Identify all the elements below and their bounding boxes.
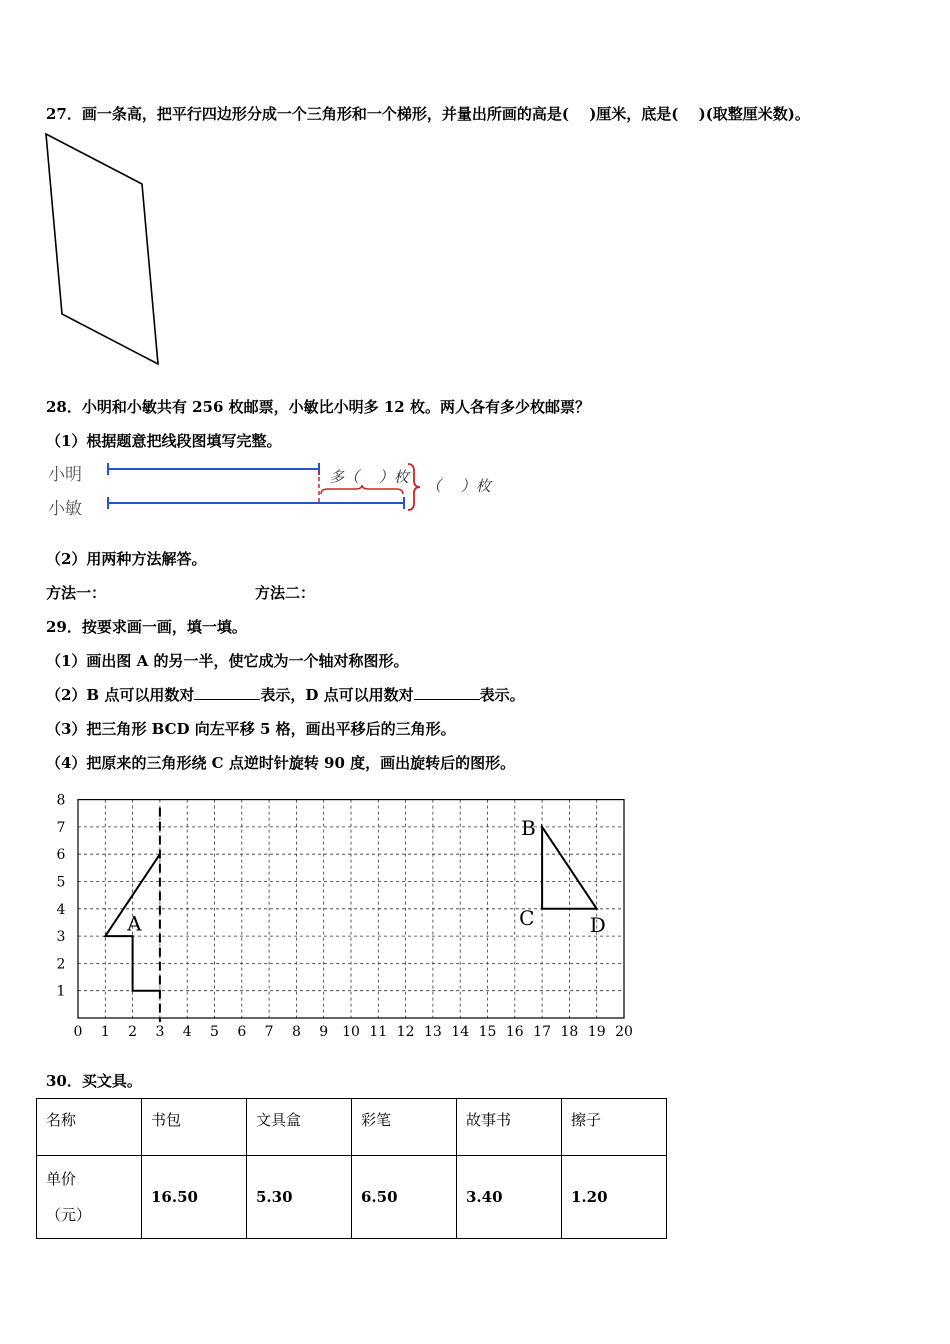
table-cell: 擦子 [562, 1099, 667, 1156]
q29-sub2: （2）B 点可以用数对 表示，D 点可以用数对 表示。 [46, 686, 525, 704]
y-tick-label: 2 [56, 956, 66, 973]
x-tick-label: 14 [451, 1024, 470, 1038]
y-tick-label: 8 [56, 792, 66, 809]
table-header-row [37, 1099, 667, 1156]
table-cell: 1.20 [562, 1156, 667, 1239]
label-xiaoming: 小明 [48, 465, 82, 485]
table-cell: 彩笔 [352, 1099, 457, 1156]
table-row [37, 1156, 667, 1239]
x-tick-label: 10 [342, 1024, 360, 1038]
method2-label: 方法二： [255, 584, 316, 602]
table-row-label: 单价 （元） [37, 1156, 142, 1239]
total-brace [408, 464, 420, 510]
answer-blank-b[interactable] [194, 685, 260, 700]
y-tick-label: 7 [56, 819, 66, 836]
x-tick-label: 4 [182, 1024, 192, 1038]
x-tick-label: 11 [369, 1024, 388, 1038]
table-cell: 6.50 [352, 1156, 457, 1239]
y-tick-label: 1 [56, 983, 66, 1000]
extra-brace [321, 485, 403, 494]
table-cell: 故事书 [457, 1099, 562, 1156]
q29-sub4: （4）把原来的三角形绕 C 点逆时针旋转 90 度，画出旋转后的图形。 [46, 754, 516, 772]
more-text: 多（ ）枚 [329, 468, 409, 486]
x-tick-label: 7 [264, 1024, 274, 1038]
table-cell: 文具盒 [247, 1099, 352, 1156]
q29-sub1: （1）画出图 A 的另一半，使它成为一个轴对称图形。 [46, 652, 409, 670]
table-cell: 名称 [37, 1099, 142, 1156]
x-tick-label: 15 [478, 1024, 497, 1038]
x-tick-label: 2 [128, 1024, 138, 1038]
y-tick-label: 5 [56, 874, 66, 891]
parallelogram-figure [40, 128, 170, 370]
x-tick-label: 9 [319, 1024, 329, 1038]
x-tick-label: 1 [100, 1024, 110, 1038]
total-text: （ ）枚 [426, 477, 491, 495]
coordinate-grid [40, 786, 640, 1038]
point-b-label: B [521, 815, 536, 840]
table-cell: 3.40 [457, 1156, 562, 1239]
y-tick-label: 6 [56, 847, 66, 864]
line-segment-diagram [46, 458, 516, 522]
method1-label: 方法一： [46, 584, 107, 602]
table-cell: 5.30 [247, 1156, 352, 1239]
x-tick-label: 8 [291, 1024, 301, 1038]
x-tick-label: 0 [73, 1024, 83, 1038]
y-tick-label: 4 [56, 901, 66, 918]
point-d-label: D [589, 912, 606, 937]
q28-title: 28．小明和小敏共有 256 枚邮票，小敏比小明多 12 枚。两人各有多少枚邮票？ [46, 398, 590, 416]
x-tick-label: 5 [210, 1024, 219, 1038]
answer-blank-d[interactable] [414, 685, 480, 700]
figure-a-label: A [127, 911, 142, 936]
point-c-label: C [519, 905, 535, 930]
table-cell: 书包 [142, 1099, 247, 1156]
x-tick-label: 16 [505, 1024, 524, 1038]
x-tick-label: 18 [560, 1024, 579, 1038]
x-tick-label: 3 [155, 1024, 165, 1038]
x-tick-label: 20 [615, 1024, 633, 1038]
x-tick-label: 6 [237, 1024, 247, 1038]
q29-sub3: （3）把三角形 BCD 向左平移 5 格，画出平移后的三角形。 [46, 720, 456, 738]
x-tick-label: 19 [587, 1024, 606, 1038]
table-cell: 16.50 [142, 1156, 247, 1239]
y-tick-label: 3 [56, 929, 66, 946]
price-table [36, 1098, 667, 1239]
q27-text: 27．画一条高，把平行四边形分成一个三角形和一个梯形，并量出所画的高是( )厘米，底是( )(取整厘米数)。 [46, 105, 810, 123]
x-tick-label: 17 [533, 1024, 552, 1038]
q28-sub2: （2）用两种方法解答。 [46, 550, 207, 568]
q29-title: 29．按要求画一画，填一填。 [46, 618, 247, 636]
parallelogram [46, 134, 158, 364]
q28-sub1: （1）根据题意把线段图填写完整。 [46, 432, 282, 450]
x-tick-label: 13 [423, 1024, 442, 1038]
x-tick-label: 12 [396, 1024, 415, 1038]
q30-title: 30．买文具。 [46, 1072, 142, 1090]
label-xiaomin: 小敏 [48, 499, 82, 519]
